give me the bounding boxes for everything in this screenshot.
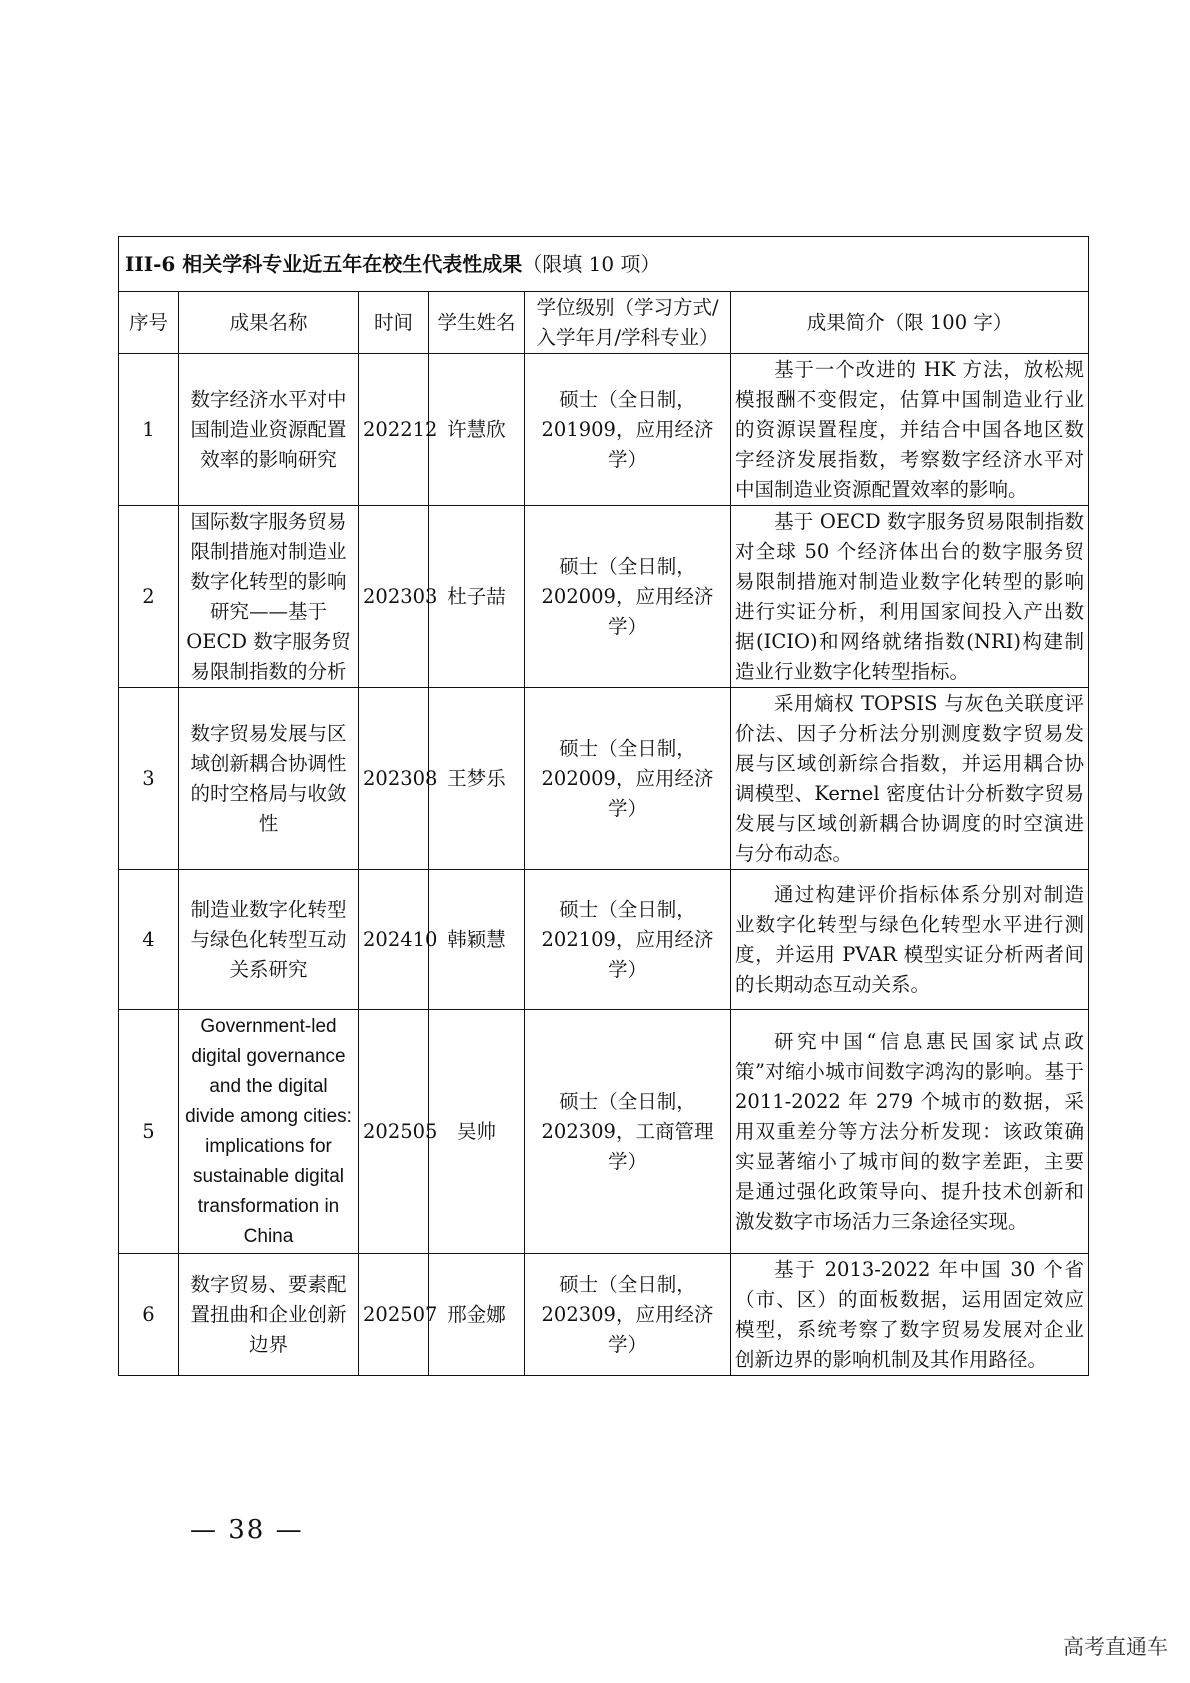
table-title-row — [119, 237, 1089, 292]
header-summary: 成果简介（限 100 字） — [731, 292, 1089, 354]
cell-student: 吴帅 — [429, 1010, 525, 1254]
cell-summary: 研究中国“信息惠民国家试点政策”对缩小城市间数字鸿沟的影响。基于 2011-2022 年 279 个城市的数据，采用双重差分等方法分析发现：该政策确实显著缩小了城市间的数字差距，主要是通过强化政策导向、提升技术创新和激发数字市场活力三条途径实现。 — [731, 1010, 1089, 1254]
cell-summary: 基于一个改进的 HK 方法，放松规模报酬不变假定，估算中国制造业行业的资源误置程度，并结合中国各地区数字经济发展指数，考察数字经济水平对中国制造业资源配置效率的影响。 — [731, 354, 1089, 506]
cell-degree — [525, 688, 731, 870]
cell-time: 202308 — [359, 688, 429, 870]
cell-degree-line1: 硕士（全日制， — [559, 736, 696, 760]
cell-name: 数字贸易、要素配置扭曲和企业创新边界 — [179, 1254, 359, 1376]
cell-seq: 5 — [119, 1010, 179, 1254]
table-row — [119, 870, 1089, 1010]
cell-degree-line2: 202009，应用经济学） — [541, 584, 714, 638]
cell-degree-line2: 202009，应用经济学） — [541, 766, 714, 820]
table-row — [119, 688, 1089, 870]
header-degree-line2: 入学年月/学科专业） — [536, 325, 719, 349]
cell-degree — [525, 870, 731, 1010]
cell-seq: 2 — [119, 506, 179, 688]
cell-degree-line1: 硕士（全日制， — [559, 1089, 696, 1113]
cell-degree — [525, 506, 731, 688]
cell-time: 202505 — [359, 1010, 429, 1254]
cell-degree-line2: 202109，应用经济学） — [541, 927, 714, 981]
header-degree-line1: 学位级别（学习方式/ — [536, 295, 719, 319]
cell-name: Government-led digital governance and the digital divide among cities: implications for sustainable digital transformation in China — [179, 1010, 359, 1254]
header-row — [119, 292, 1089, 354]
table-title — [119, 237, 1089, 292]
cell-summary: 基于 OECD 数字服务贸易限制指数对全球 50 个经济体出台的数字服务贸易限制措施对制造业数字化转型的影响进行实证分析，利用国家间投入产出数据(ICIO)和网络就绪指数(NRI)构建制造业行业数字化转型指标。 — [731, 506, 1089, 688]
cell-degree — [525, 1010, 731, 1254]
cell-summary: 通过构建评价指标体系分别对制造业数字化转型与绿色化转型水平进行测度，并运用 PVAR 模型实证分析两者间的长期动态互动关系。 — [731, 870, 1089, 1010]
cell-time: 202303 — [359, 506, 429, 688]
cell-student: 邢金娜 — [429, 1254, 525, 1376]
header-student: 学生姓名 — [429, 292, 525, 354]
cell-seq: 3 — [119, 688, 179, 870]
cell-degree-line1: 硕士（全日制， — [559, 1272, 696, 1296]
cell-seq: 4 — [119, 870, 179, 1010]
cell-student: 韩颖慧 — [429, 870, 525, 1010]
cell-name: 制造业数字化转型与绿色化转型互动关系研究 — [179, 870, 359, 1010]
cell-name: 数字贸易发展与区域创新耦合协调性的时空格局与收敛性 — [179, 688, 359, 870]
cell-name: 数字经济水平对中国制造业资源配置效率的影响研究 — [179, 354, 359, 506]
cell-degree-line2: 202309，工商管理学） — [541, 1119, 714, 1173]
cell-summary: 基于 2013-2022 年中国 30 个省（市、区）的面板数据，运用固定效应模型，系统考察了数字贸易发展对企业创新边界的影响机制及其作用路径。 — [731, 1254, 1089, 1376]
cell-degree-line2: 202309，应用经济学） — [541, 1302, 714, 1356]
table-row — [119, 506, 1089, 688]
cell-degree-line2: 201909，应用经济学） — [541, 417, 714, 471]
cell-seq: 1 — [119, 354, 179, 506]
cell-time: 202212 — [359, 354, 429, 506]
table-row — [119, 354, 1089, 506]
cell-time: 202410 — [359, 870, 429, 1010]
cell-degree — [525, 1254, 731, 1376]
page-number: — 38 — — [190, 1515, 304, 1545]
table-title-bold: III-6 相关学科专业近五年在校生代表性成果 — [125, 252, 523, 276]
cell-time: 202507 — [359, 1254, 429, 1376]
cell-student: 许慧欣 — [429, 354, 525, 506]
table-title-note: （限填 10 项） — [522, 252, 661, 276]
table-row — [119, 1254, 1089, 1376]
header-seq: 序号 — [119, 292, 179, 354]
cell-degree-line1: 硕士（全日制， — [559, 897, 696, 921]
watermark-text: 高考直通车 — [1063, 1635, 1168, 1659]
table-row — [119, 1010, 1089, 1254]
cell-student: 王梦乐 — [429, 688, 525, 870]
cell-summary: 采用熵权 TOPSIS 与灰色关联度评价法、因子分析法分别测度数字贸易发展与区域创新综合指数，并运用耦合协调模型、Kernel 密度估计分析数字贸易发展与区域创新耦合协调度的时空演进与分布动态。 — [731, 688, 1089, 870]
cell-degree-line1: 硕士（全日制， — [559, 387, 696, 411]
cell-student: 杜子喆 — [429, 506, 525, 688]
header-time: 时间 — [359, 292, 429, 354]
achievements-table — [118, 236, 1089, 1376]
cell-degree — [525, 354, 731, 506]
cell-seq: 6 — [119, 1254, 179, 1376]
cell-degree-line1: 硕士（全日制， — [559, 554, 696, 578]
header-name: 成果名称 — [179, 292, 359, 354]
cell-name: 国际数字服务贸易限制措施对制造业数字化转型的影响研究——基于 OECD 数字服务贸易限制指数的分析 — [179, 506, 359, 688]
header-degree — [525, 292, 731, 354]
